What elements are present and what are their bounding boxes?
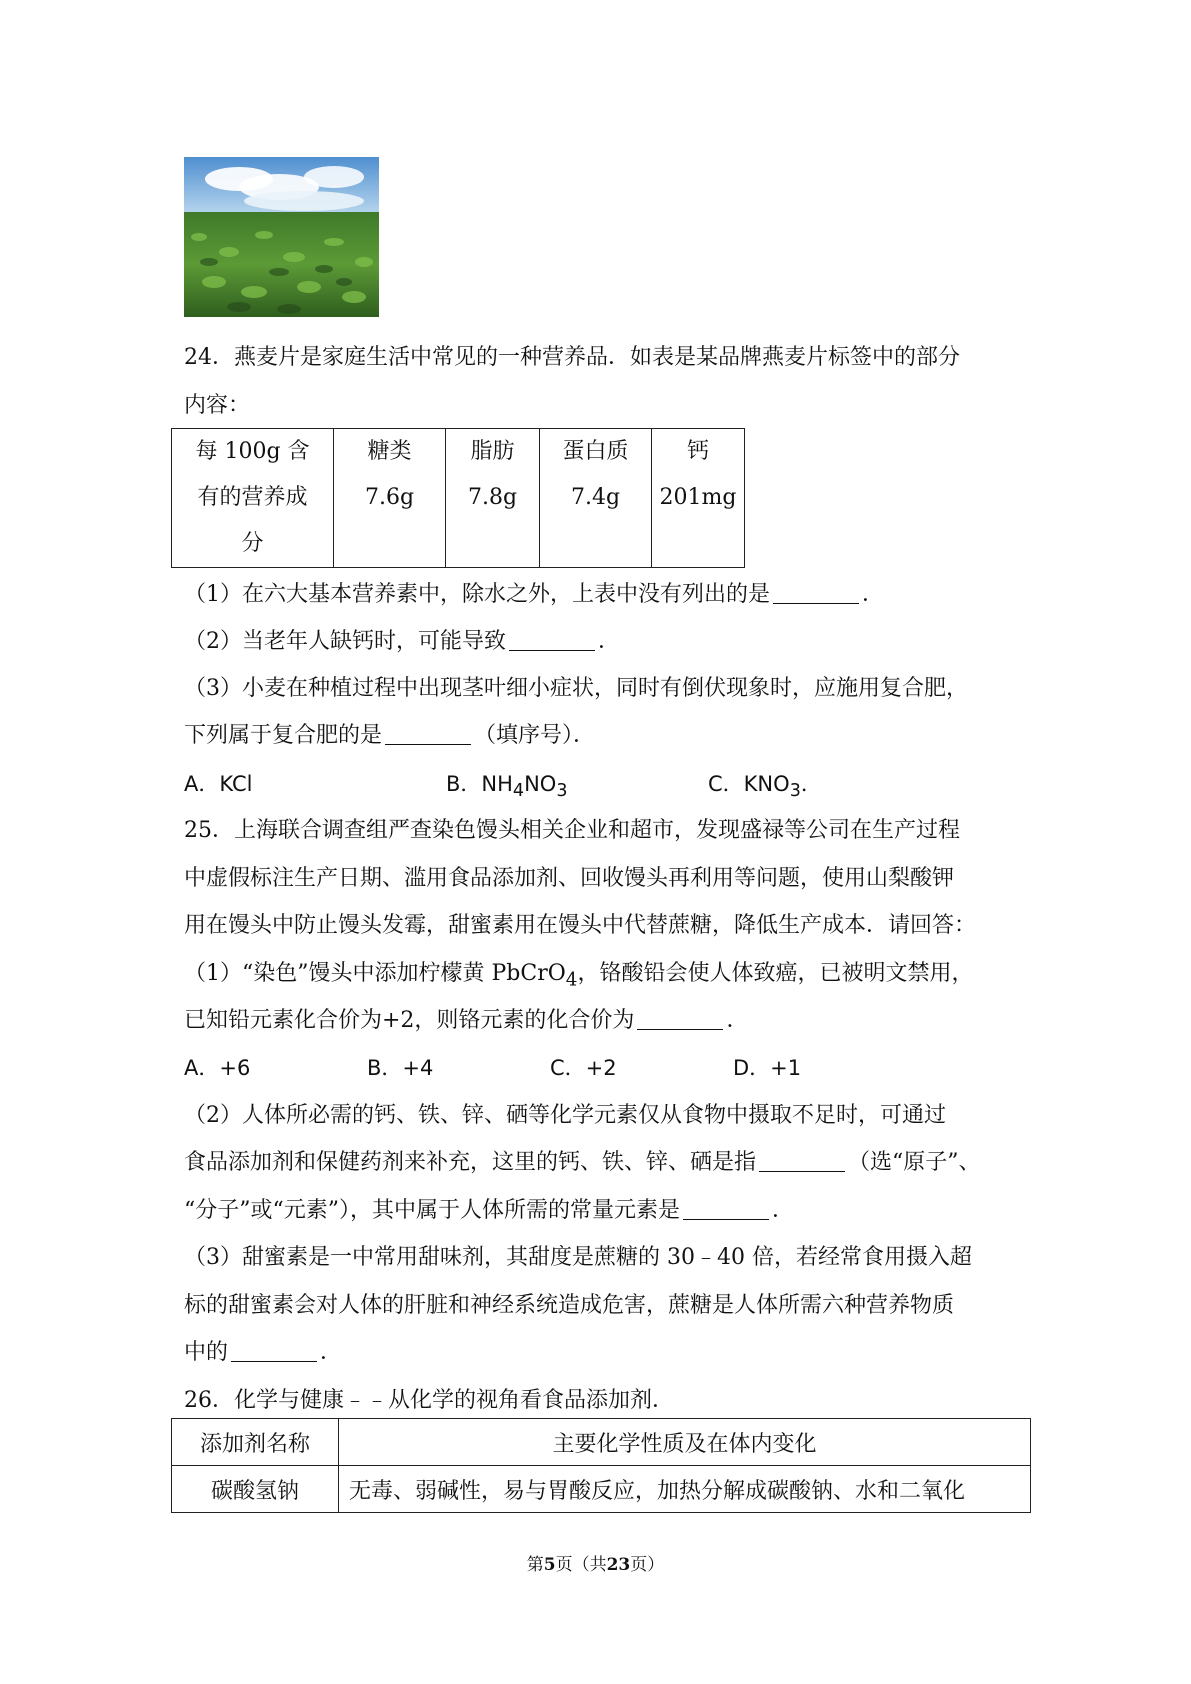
nutrition-value: 7.6g [364, 485, 415, 510]
footer-text: 页（共 [555, 1555, 607, 1575]
q25-sub2-line3 [184, 1196, 794, 1226]
subscript: 3 [789, 781, 801, 802]
option-d: D．+1 [733, 1056, 802, 1080]
q24-sub3-text: 下列属于复合肥的是 [184, 723, 383, 748]
nutrition-value: 201mg [659, 485, 737, 510]
q25-sub2-line1: （2）人体所必需的钙、铁、锌、硒等化学元素仅从食物中摄取不足时，可通过 [184, 1103, 946, 1128]
option-b [446, 769, 708, 806]
page-number: 5 [543, 1555, 556, 1575]
nutrition-col-fat [446, 429, 540, 568]
nutrition-header-line3: 分 [241, 531, 264, 556]
q25-sub3-line1: （3）甜蜜素是一中常用甜味剂，其甜度是蔗糖的 30﹣40 倍，若经常食用摄入超 [184, 1245, 972, 1270]
q25-sub1-text: （1）“染色”馒头中添加柠檬黄 PbCrO [184, 961, 566, 986]
table-row [172, 1419, 1031, 1466]
q24-sub3-hint: （填序号）． [474, 723, 596, 748]
q25-sub1-text: ，铬酸铅会使人体致癌，已被明文禁用， [577, 961, 974, 986]
q24-sub2 [184, 627, 620, 657]
additive-table [171, 1418, 1031, 1513]
punctuation: ． [320, 1340, 343, 1365]
q24-sub1 [184, 580, 884, 610]
q25-sub3-line3 [184, 1338, 342, 1368]
page-total: 23 [606, 1555, 631, 1575]
q26-stem: 26．化学与健康﹣﹣从化学的视角看食品添加剂． [184, 1388, 674, 1413]
nutrition-col-label: 蛋白质 [562, 439, 629, 464]
nutrition-col-label: 脂肪 [470, 439, 515, 464]
answer-blank [759, 1149, 845, 1172]
q25-sub2-line2 [184, 1148, 981, 1178]
option-c [708, 769, 822, 806]
q25-sub3-line2: 标的甜蜜素会对人体的肝脏和神经系统造成危害，蔗糖是人体所需六种营养物质 [184, 1293, 955, 1318]
nutrition-col-calcium [652, 429, 745, 568]
nutrition-header-line1: 每 100g 含 [195, 439, 310, 464]
q25-stem-line1: 25．上海联合调查组严查染色馒头相关企业和超市，发现盛禄等公司在生产过程 [184, 818, 960, 843]
q24-options [184, 769, 822, 806]
option-b-text: B．NH [446, 772, 513, 796]
nutrition-col-sugar [334, 429, 446, 568]
footer-text: 页） [630, 1555, 665, 1575]
additive-name-cell: 碳酸氢钠 [172, 1466, 339, 1513]
answer-blank [773, 581, 859, 604]
nutrition-col-label: 糖类 [367, 439, 412, 464]
answer-blank [231, 1339, 317, 1362]
q25-sub2-text: “分子”或“元素”），其中属于人体所需的常量元素是 [184, 1198, 680, 1223]
option-b: B．+4 [367, 1056, 434, 1080]
q25-stem-line2: 中虚假标注生产日期、滥用食品添加剂、回收馒头再利用等问题，使用山梨酸钾 [184, 866, 955, 891]
answer-blank [637, 1007, 723, 1030]
additive-properties-cell: 无毒、弱碱性，易与胃酸反应，加热分解成碳酸钠、水和二氧化 [339, 1466, 1031, 1513]
answer-blank [683, 1197, 769, 1220]
q24-sub1-text: （1）在六大基本营养素中，除水之外，上表中没有列出的是 [184, 582, 770, 607]
nutrition-table [171, 428, 745, 568]
nutrition-header-line2: 有的营养成 [197, 485, 308, 510]
additive-header-name: 添加剂名称 [172, 1419, 339, 1466]
wheat-field-photo [184, 157, 379, 317]
option-a: A．KCl [184, 772, 253, 796]
q25-sub1-line1 [184, 959, 973, 995]
additive-header-properties: 主要化学性质及在体内变化 [339, 1419, 1031, 1466]
punctuation: ． [598, 629, 621, 654]
punctuation: ． [726, 1008, 749, 1033]
q25-options [184, 1053, 801, 1083]
subscript: 4 [565, 969, 578, 991]
option-b-text: NO [524, 772, 557, 796]
option-a: A．+6 [184, 1056, 251, 1080]
punctuation: ． [772, 1198, 795, 1223]
option-c-text: C．KNO [708, 772, 790, 796]
nutrition-col-protein [540, 429, 652, 568]
q25-sub1-text: 已知铅元素化合价为+2，则铬元素的化合价为 [184, 1008, 635, 1033]
punctuation: ． [862, 582, 885, 607]
page-footer [0, 1550, 1191, 1575]
footer-text: 第 [526, 1555, 544, 1575]
q25-sub3-text: 中的 [184, 1340, 229, 1365]
punctuation: ． [800, 772, 822, 796]
nutrition-col-label: 钙 [686, 439, 709, 464]
q25-sub1-line2 [184, 1006, 748, 1036]
q24-stem-line2: 内容： [184, 393, 251, 418]
q25-stem-line3: 用在馒头中防止馒头发霉，甜蜜素用在馒头中代替蔗糖，降低生产成本．请回答： [184, 913, 977, 938]
q25-sub2-text: （选“原子”、 [848, 1150, 981, 1175]
q24-sub3-line2 [184, 721, 595, 751]
nutrition-value: 7.8g [467, 485, 518, 510]
q25-sub2-text: 食品添加剂和保健药剂来补充，这里的钙、铁、锌、硒是指 [184, 1150, 757, 1175]
option-c: C．+2 [550, 1056, 617, 1080]
table-row [172, 1466, 1031, 1513]
q24-sub3-line1: （3）小麦在种植过程中出现茎叶细小症状，同时有倒伏现象时，应施用复合肥， [184, 676, 968, 701]
subscript: 4 [512, 781, 525, 802]
answer-blank [509, 628, 595, 651]
nutrition-value: 7.4g [570, 485, 621, 510]
q24-stem-line1: 24．燕麦片是家庭生活中常见的一种营养品．如表是某品牌燕麦片标签中的部分 [184, 345, 960, 370]
answer-blank [385, 722, 471, 745]
q24-sub2-text: （2）当老年人缺钙时，可能导致 [184, 629, 506, 654]
subscript: 3 [556, 781, 568, 802]
nutrition-header-cell [172, 429, 334, 568]
